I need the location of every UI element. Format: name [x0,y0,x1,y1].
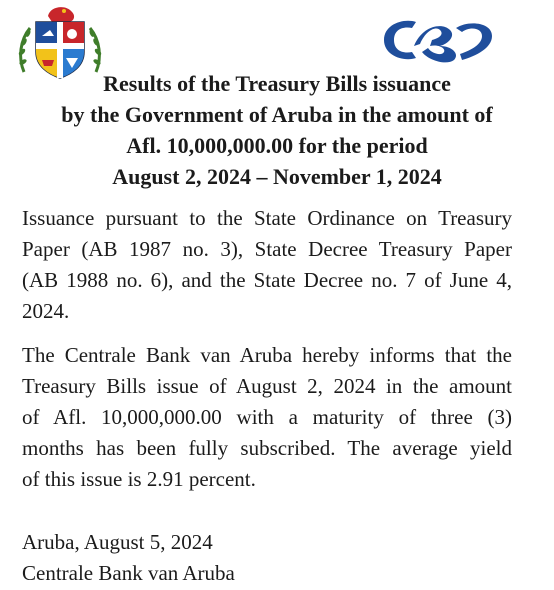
paragraph-line: 2024. [22,299,70,323]
cbva-logo-icon [370,14,498,66]
paragraph-line: The Centrale Bank van Aruba hereby informs that the [22,343,512,367]
paragraph-line: Treasury Bills issue of August 2, 2024 in the amount [22,374,512,398]
paragraph-line: (AB 1988 no. 6), and the State Decree no. 7 of June 4, [22,268,512,292]
place-date: Aruba, August 5, 2024 [22,530,213,554]
title-line: August 2, 2024 – November 1, 2024 [112,164,442,189]
document-title [0,68,554,192]
paragraph-line: of this issue is 2.91 percent. [22,467,256,491]
title-line: Afl. 10,000,000.00 for the period [126,133,428,158]
paragraph-line: Paper (AB 1987 no. 3), State Decree Treasury Paper [22,237,512,261]
results-paragraph [22,340,512,495]
issuer-name: Centrale Bank van Aruba [22,561,235,585]
paragraph-line: Issuance pursuant to the State Ordinance on Treasury [22,206,512,230]
title-line: by the Government of Aruba in the amount of [61,102,493,127]
paragraph-line: of Afl. 10,000,000.00 with a maturity of three (3) [22,405,512,429]
title-line: Results of the Treasury Bills issuance [103,71,451,96]
issuance-paragraph [22,203,512,327]
paragraph-line: months has been fully subscribed. The average yield [22,436,512,460]
